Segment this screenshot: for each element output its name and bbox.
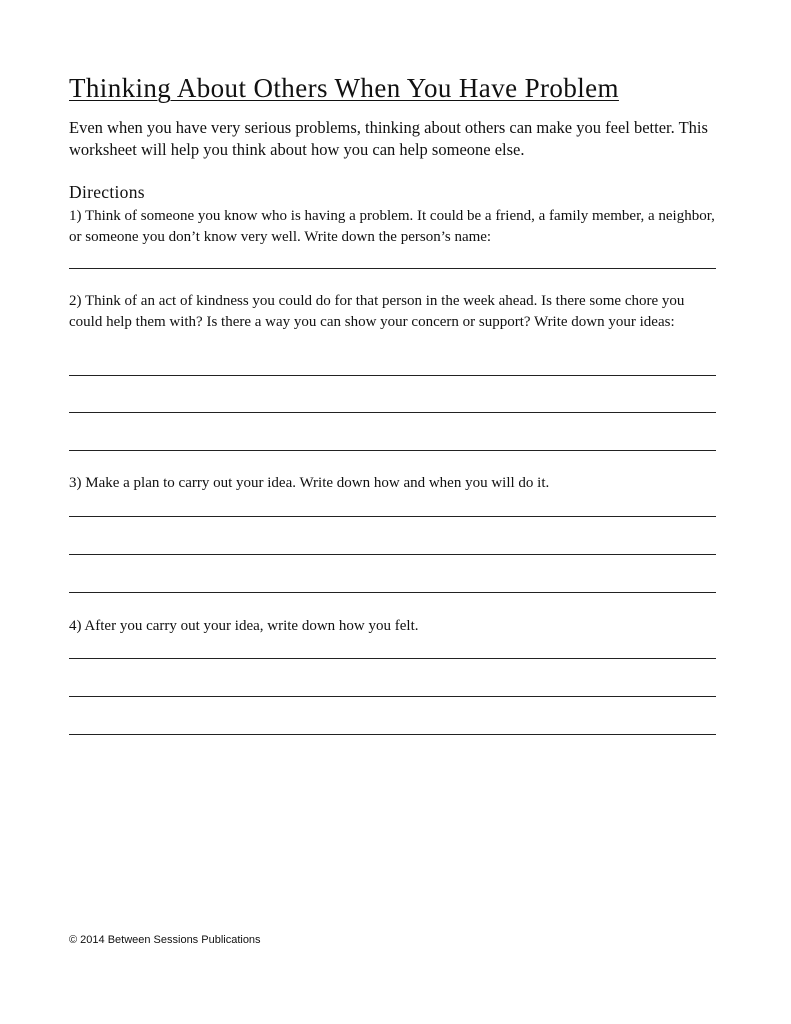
answer-line-q3-2[interactable]	[69, 554, 716, 555]
answer-line-q2-3[interactable]	[69, 450, 716, 451]
worksheet-title: Thinking About Others When You Have Problem	[69, 73, 619, 103]
answer-line-q2-1[interactable]	[69, 375, 716, 376]
answer-line-q3-3[interactable]	[69, 592, 716, 593]
intro-paragraph: Even when you have very serious problems, thinking about others can make you feel better. This worksheet will help you think about how you can help someone else.	[69, 118, 708, 159]
question-4: 4) After you carry out your idea, write down how you felt.	[69, 618, 419, 634]
answer-line-q4-2[interactable]	[69, 696, 716, 697]
answer-line-q2-2[interactable]	[69, 412, 716, 413]
question-1: 1) Think of someone you know who is having a problem. It could be a friend, a family member, a neighbor, or someone you don’t know very well. Write down the person’s name:	[69, 208, 715, 245]
answer-line-q3-1[interactable]	[69, 516, 716, 517]
answer-line-q4-1[interactable]	[69, 658, 716, 659]
answer-line-q4-3[interactable]	[69, 734, 716, 735]
directions-heading: Directions	[69, 182, 145, 202]
copyright-footer: © 2014 Between Sessions Publications	[69, 934, 261, 946]
question-2: 2) Think of an act of kindness you could do for that person in the week ahead. Is there some chore you could help them with? Is there a way you can show your concern or support? Write down your ideas:	[69, 293, 685, 330]
question-3: 3) Make a plan to carry out your idea. Write down how and when you will do it.	[69, 475, 550, 491]
answer-line-q1-1[interactable]	[69, 268, 716, 269]
